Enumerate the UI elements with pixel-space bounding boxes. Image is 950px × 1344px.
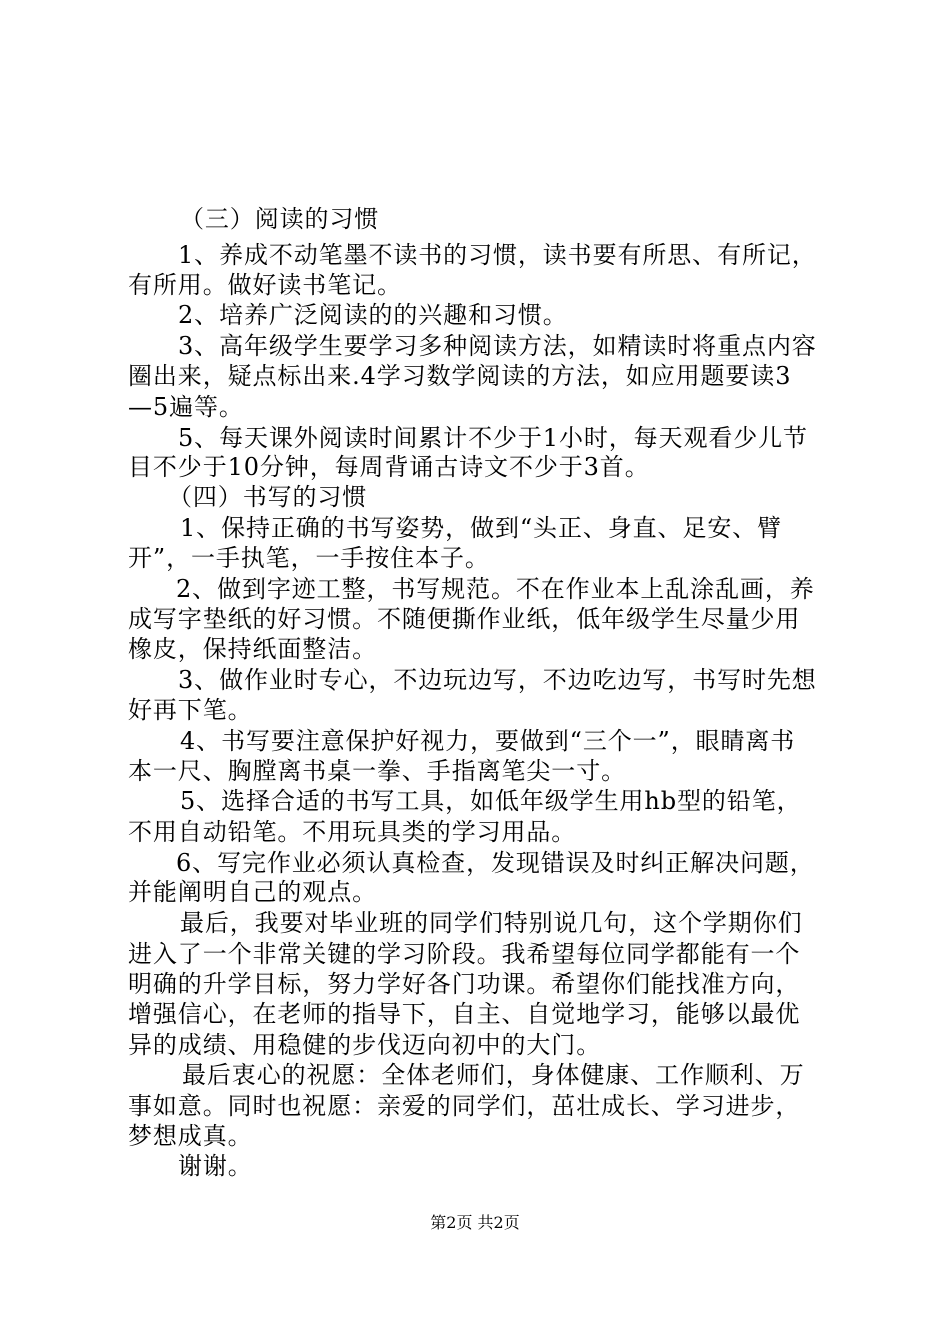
page-number-footer: 第2页 共2页	[430, 1213, 520, 1232]
paragraph-line: 并能阐明自己的观点。	[128, 878, 377, 906]
paragraph-line: 开”，一手执笔，一手按住本子。	[128, 544, 490, 572]
section-heading-reading: （三）阅读的习惯	[180, 205, 380, 233]
paragraph-line: 不用自动铅笔。不用玩具类的学习用品。	[128, 818, 577, 846]
paragraph-line: 梦想成真。	[128, 1122, 253, 1150]
paragraph-line: 事如意。同时也祝愿：亲爱的同学们，茁壮成长、学习进步，	[128, 1092, 801, 1120]
paragraph-line: 好再下笔。	[128, 696, 253, 724]
paragraph-line: 增强信心，在老师的指导下，自主、自觉地学习，能够以最优	[128, 1000, 801, 1028]
paragraph-line: 本一尺、胸膛离书桌一拳、手指离笔尖一寸。	[128, 757, 626, 785]
paragraph-line: 1、保持正确的书写姿势，做到“头正、身直、足安、臂	[180, 514, 783, 542]
paragraph-line: 进入了一个非常关键的学习阶段。我希望每位同学都能有一个	[128, 940, 801, 968]
paragraph-line: 3、做作业时专心，不边玩边写，不边吃边写，书写时先想	[178, 666, 817, 694]
paragraph-line: —5遍等。	[128, 393, 244, 421]
paragraph-line: 圈出来，疑点标出来.4学习数学阅读的方法，如应用题要读3	[128, 362, 792, 390]
paragraph-line: 6、写完作业必须认真检查，发现错误及时纠正解决问题，	[176, 849, 815, 877]
paragraph-line: 2、做到字迹工整，书写规范。不在作业本上乱涂乱画，养	[176, 575, 815, 603]
paragraph-line: 异的成绩、用稳健的步伐迈向初中的大门。	[128, 1031, 602, 1059]
paragraph-line: 目不少于10分钟，每周背诵古诗文不少于3首。	[128, 453, 650, 481]
paragraph-line: 3、高年级学生要学习多种阅读方法，如精读时将重点内容	[178, 332, 817, 360]
paragraph-line: 最后衷心的祝愿：全体老师们，身体健康、工作顺利、万	[182, 1061, 805, 1089]
closing-thanks: 谢谢。	[178, 1152, 253, 1180]
paragraph-line: 1、养成不动笔墨不读书的习惯，读书要有所思、有所记，	[178, 241, 817, 269]
paragraph-line: 5、选择合适的书写工具，如低年级学生用hb型的铅笔，	[180, 787, 802, 815]
paragraph-line: 有所用。做好读书笔记。	[128, 271, 402, 299]
paragraph-line: 2、培养广泛阅读的的兴趣和习惯。	[178, 301, 568, 329]
paragraph-line: 橡皮，保持纸面整洁。	[128, 635, 377, 663]
paragraph-line: 最后，我要对毕业班的同学们特别说几句，这个学期你们	[180, 909, 803, 937]
paragraph-line: 4、书写要注意保护好视力，要做到“三个一”，眼睛离书	[180, 727, 796, 755]
paragraph-line: 明确的升学目标，努力学好各门功课。希望你们能找准方向，	[128, 970, 801, 998]
section-heading-writing: （四）书写的习惯	[168, 483, 368, 511]
paragraph-line: 5、每天课外阅读时间累计不少于1小时，每天观看少儿节	[178, 424, 808, 452]
paragraph-line: 成写字垫纸的好习惯。不随便撕作业纸，低年级学生尽量少用	[128, 605, 801, 633]
